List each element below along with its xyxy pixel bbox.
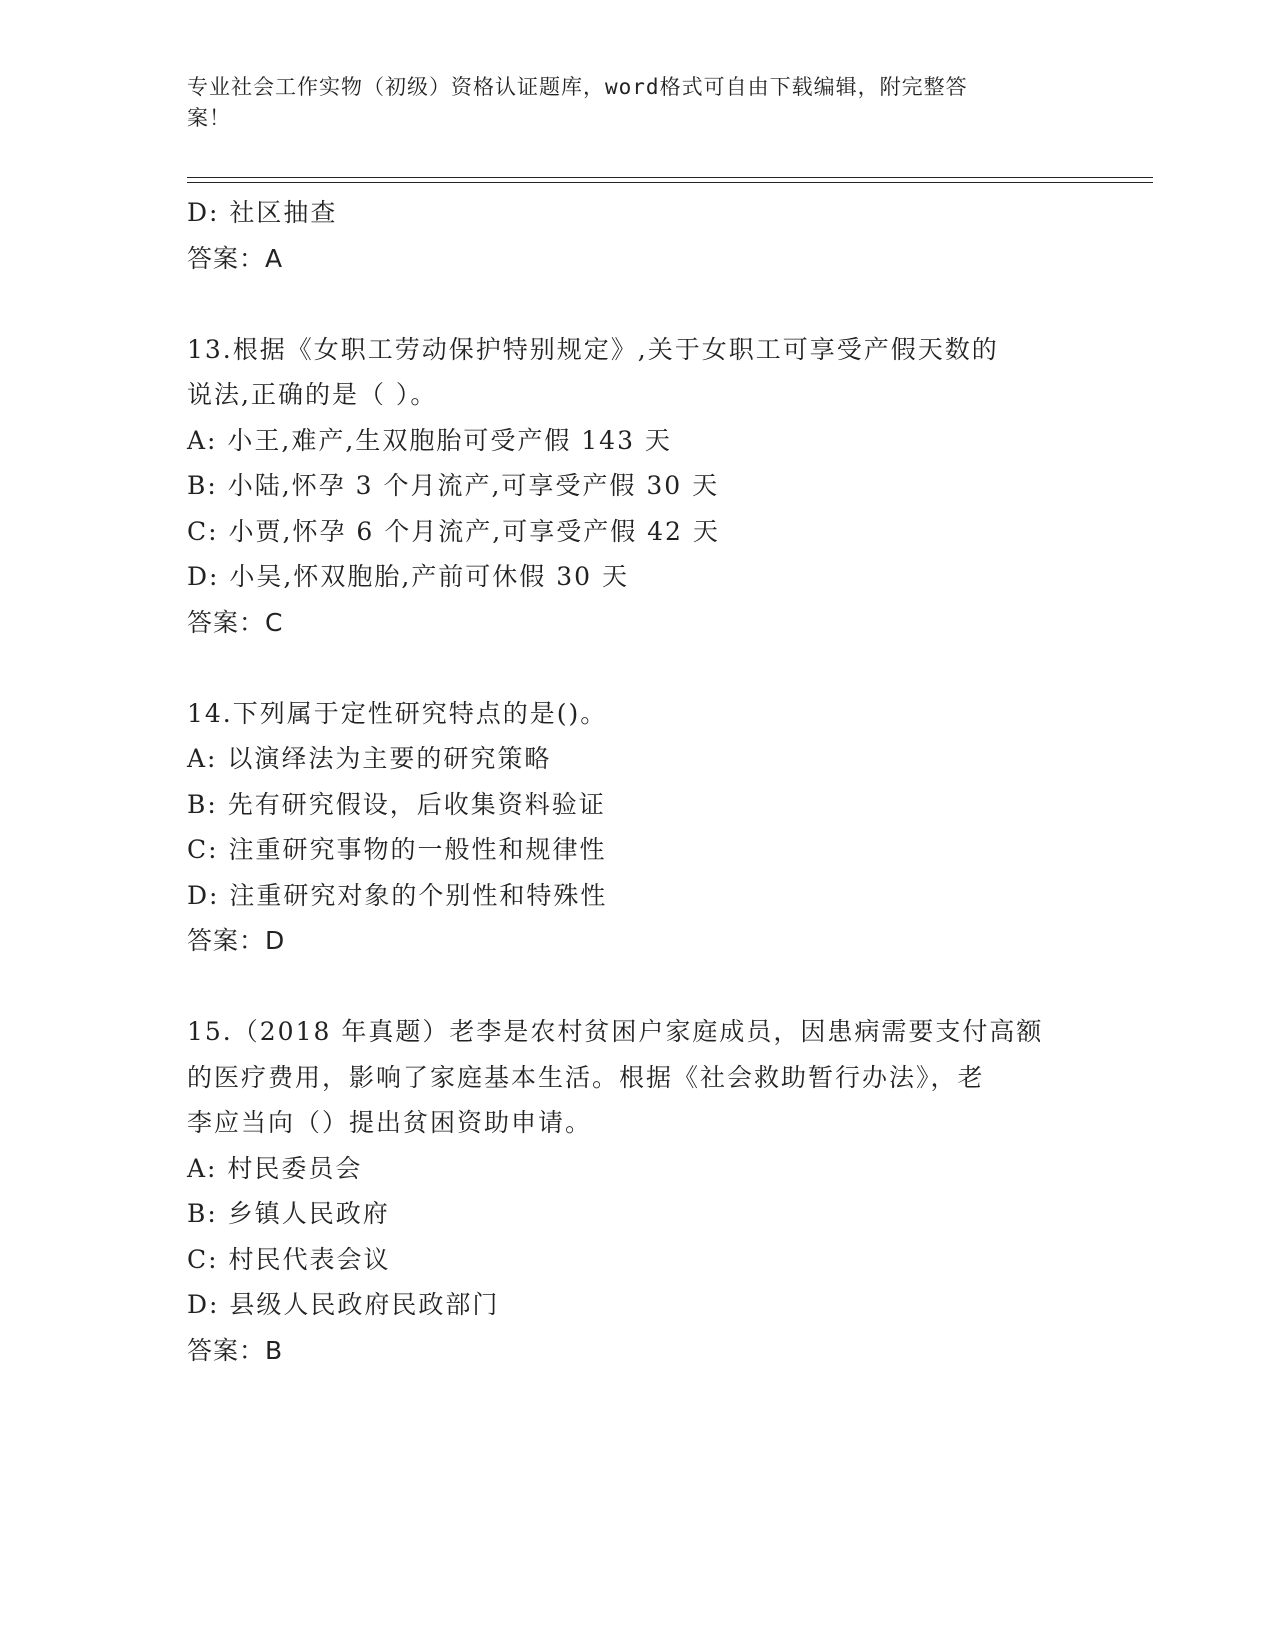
spacer: [187, 645, 1087, 691]
option-d: D: 注重研究对象的个别性和特殊性: [187, 880, 608, 910]
option-a: A: 以演绎法为主要的研究策略: [187, 744, 552, 773]
question-stem-line: 李应当向（）提出贫困资助申请。: [187, 1108, 593, 1137]
option-d: D: 社区抽查: [187, 198, 338, 227]
option-d: D: 小吴,怀双胞胎,产前可休假 30 天: [187, 562, 630, 591]
option-d: D: 县级人民政府民政部门: [187, 1290, 500, 1319]
option-b: B: 先有研究假设，后收集资料验证: [187, 789, 606, 819]
option-c: C: 村民代表会议: [187, 1244, 391, 1274]
spacer: [187, 964, 1087, 1010]
option-a: A: 小王,难产,生双胞胎可受产假 143 天: [187, 425, 672, 455]
answer-line: 答案：B: [187, 1335, 284, 1365]
question-stem-line: 的医疗费用，影响了家庭基本生活。根据《社会救助暂行办法》，老: [187, 1062, 985, 1092]
previous-question-tail: [187, 190, 1087, 281]
answer-line: 答案：C: [187, 607, 284, 637]
question-stem-line: 说法,正确的是（ ）。: [187, 380, 438, 409]
question-stem-line: 14.下列属于定性研究特点的是()。: [187, 698, 608, 728]
header-line-2: 案！: [187, 106, 231, 130]
option-b: B: 小陆,怀孕 3 个月流产,可享受产假 30 天: [187, 471, 720, 500]
question-content: [187, 190, 1087, 1373]
option-c: C: 注重研究事物的一般性和规律性: [187, 835, 607, 864]
question-stem-line: 15.（2018 年真题）老李是农村贫困户家庭成员，因患病需要支付高额: [187, 1017, 1044, 1046]
answer-line: 答案：D: [187, 926, 286, 955]
header-divider-top: [187, 177, 1153, 178]
question-14: [187, 691, 1087, 964]
question-15: [187, 1009, 1087, 1373]
option-a: A: 村民委员会: [187, 1153, 363, 1183]
question-13: [187, 327, 1087, 646]
header-line-1: 专业社会工作实物（初级）资格认证题库，word格式可自由下载编辑，附完整答: [187, 75, 968, 99]
page-header: [187, 72, 1067, 134]
header-divider-bottom: [187, 182, 1153, 183]
option-c: C: 小贾,怀孕 6 个月流产,可享受产假 42 天: [187, 516, 720, 546]
question-stem-line: 13.根据《女职工劳动保护特别规定》,关于女职工可享受产假天数的: [187, 334, 999, 364]
answer-line: 答案：A: [187, 243, 284, 273]
option-b: B: 乡镇人民政府: [187, 1199, 390, 1228]
spacer: [187, 281, 1087, 327]
